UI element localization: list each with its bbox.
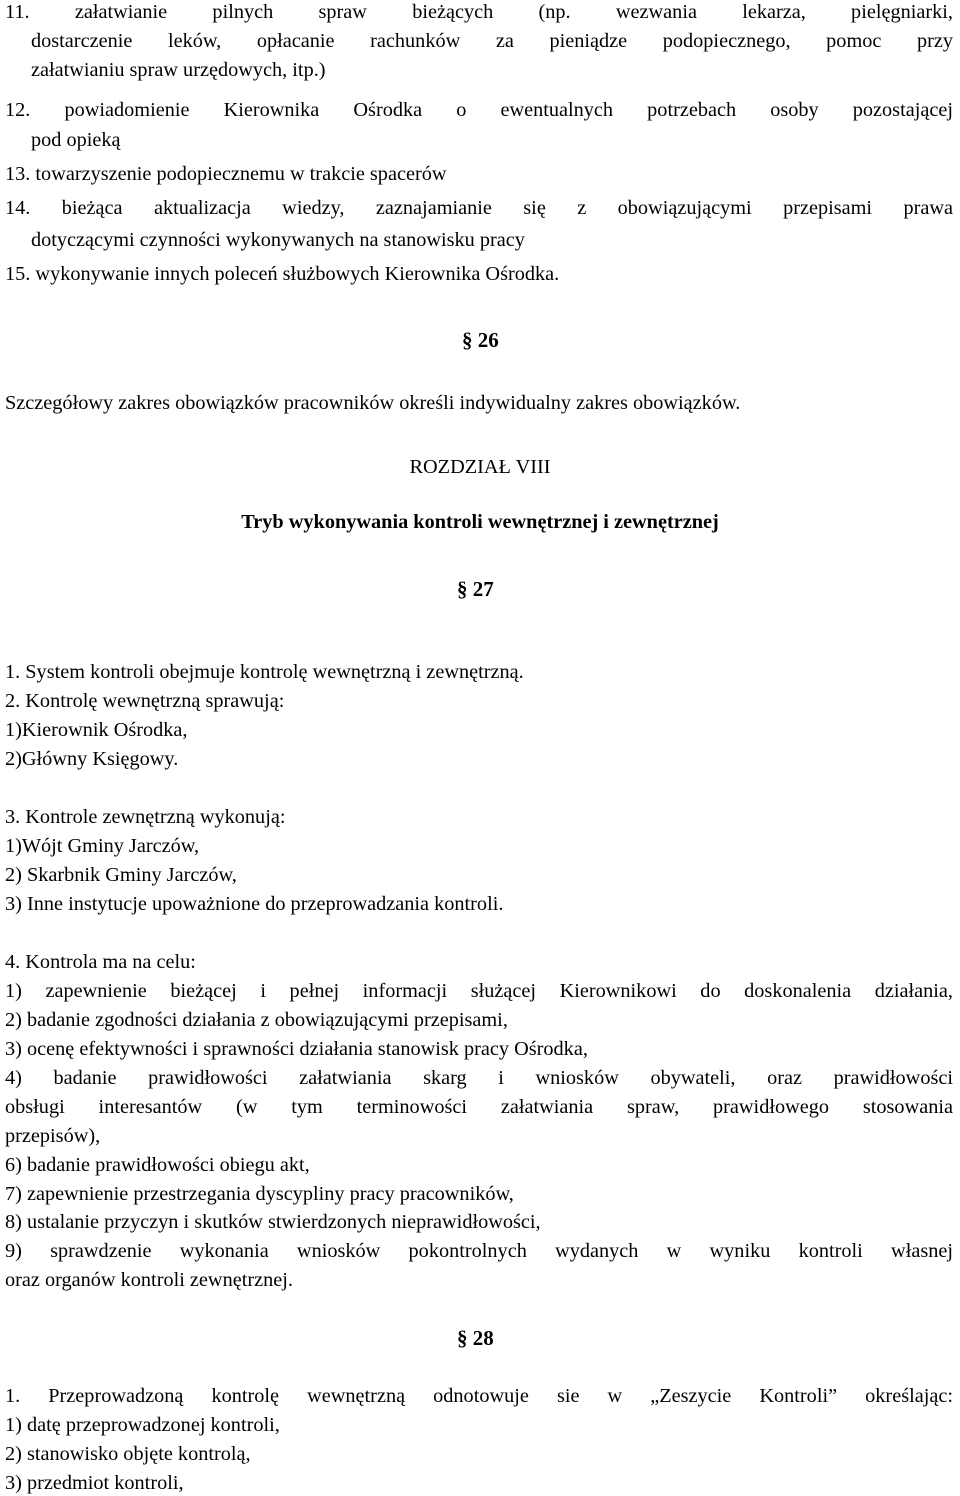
list-item: 3) Inne instytucje upoważnione do przeprowadzania kontroli.: [5, 893, 504, 915]
list-item: 1)Kierownik Ośrodka,: [5, 719, 188, 741]
list-item-14-line-2: dotyczącymi czynności wykonywanych na stanowisku pracy: [31, 229, 525, 251]
paragraph-internal-control: 2. Kontrolę wewnętrzną sprawują:: [5, 690, 285, 712]
paragraph-external-control: 3. Kontrole zewnętrzną wykonują:: [5, 806, 286, 828]
list-item-13: 13. towarzyszenie podopiecznemu w trakcie spacerów: [5, 163, 447, 185]
list-item: 1)Wójt Gminy Jarczów,: [5, 835, 200, 857]
chapter-heading: ROZDZIAŁ VIII: [409, 456, 551, 478]
list-item: 6) badanie prawidłowości obiegu akt,: [5, 1154, 310, 1176]
section-heading-28: § 28: [457, 1326, 494, 1350]
paragraph-control-goals: 4. Kontrola ma na celu:: [5, 951, 196, 973]
section-heading-26: § 26: [462, 328, 499, 352]
list-item-line-3: przepisów),: [5, 1125, 101, 1147]
chapter-title: Tryb wykonywania kontroli wewnętrznej i zewnętrznej: [241, 511, 719, 533]
list-item: 1) zapewnienie bieżącej i pełnej informacji służącej Kierownikowi do doskonalenia działania,: [5, 980, 953, 1002]
list-item: 7) zapewnienie przestrzegania dyscypliny pracy pracowników,: [5, 1183, 514, 1205]
list-item-line-2: obsługi interesantów (w tym terminowości załatwiania spraw, prawidłowego stosowania: [5, 1096, 953, 1118]
list-item-12-line-2: pod opieką: [31, 129, 121, 151]
list-item-line-1: 4) badanie prawidłowości załatwiania skarg i wniosków obywateli, oraz prawidłowości: [5, 1067, 953, 1089]
list-item: 3) ocenę efektywności i sprawności działania stanowisk pracy Ośrodka,: [5, 1038, 588, 1060]
list-item-11-line-3: załatwianiu spraw urzędowych, itp.): [31, 59, 326, 81]
list-item-line-1: 9) sprawdzenie wykonania wniosków pokontrolnych wydanych w wyniku kontroli własnej: [5, 1240, 953, 1262]
list-item-line-2: oraz organów kontroli zewnętrznej.: [5, 1269, 293, 1291]
list-item-11-line-1: 11. załatwianie pilnych spraw bieżących (np. wezwania lekarza, pielęgniarki,: [5, 1, 953, 23]
list-item: 2)Główny Księgowy.: [5, 748, 179, 770]
list-item: 8) ustalanie przyczyn i skutków stwierdzonych nieprawidłowości,: [5, 1211, 541, 1233]
paragraph-control-system: 1. System kontroli obejmuje kontrolę wewnętrzną i zewnętrzną.: [5, 661, 524, 683]
list-item-15: 15. wykonywanie innych poleceń służbowych Kierownika Ośrodka.: [5, 263, 560, 285]
list-item: 3) przedmiot kontroli,: [5, 1472, 184, 1494]
list-item: 2) stanowisko objęte kontrolą,: [5, 1443, 251, 1465]
list-item: 2) badanie zgodności działania z obowiązującymi przepisami,: [5, 1009, 508, 1031]
paragraph-control-log: 1. Przeprowadzoną kontrolę wewnętrzną odnotowuje sie w „Zeszycie Kontroli” określając:: [5, 1385, 953, 1407]
list-item-14-line-1: 14. bieżąca aktualizacja wiedzy, zaznajamianie się z obowiązującymi przepisami prawa: [5, 197, 953, 219]
list-item-12-line-1: 12. powiadomienie Kierownika Ośrodka o ewentualnych potrzebach osoby pozostającej: [5, 99, 953, 121]
section-heading-27: § 27: [457, 577, 494, 601]
list-item: 1) datę przeprowadzonej kontroli,: [5, 1414, 280, 1436]
paragraph-scope-of-duties: Szczegółowy zakres obowiązków pracowników określi indywidualny zakres obowiązków.: [5, 392, 741, 414]
list-item: 2) Skarbnik Gminy Jarczów,: [5, 864, 237, 886]
list-item-11-line-2: dostarczenie leków, opłacanie rachunków za pieniądze podopiecznego, pomoc przy: [31, 30, 953, 52]
